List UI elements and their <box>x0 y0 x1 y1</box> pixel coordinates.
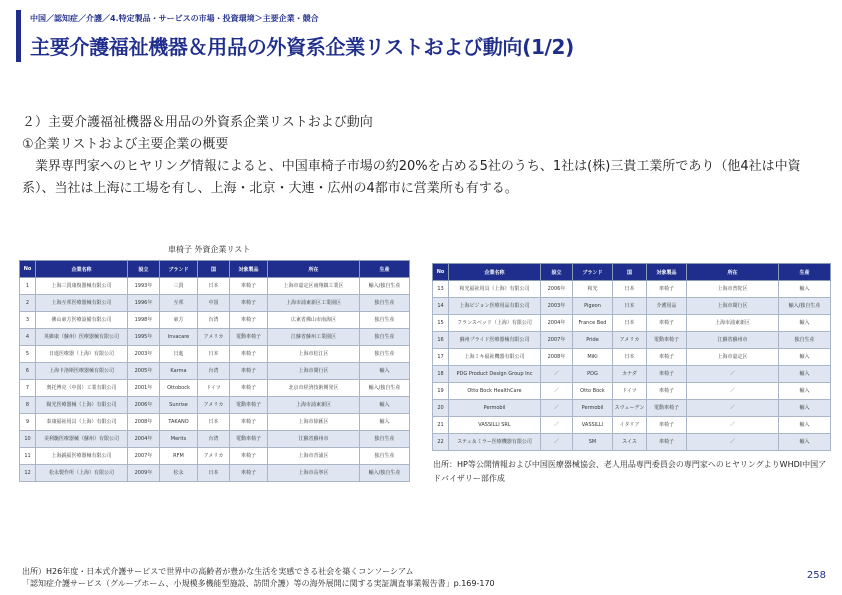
table-header-row <box>20 261 410 278</box>
table-cell: 16 <box>433 332 449 349</box>
column-header: 国 <box>198 261 230 278</box>
table-cell: 車椅子 <box>230 465 268 482</box>
column-header: 企業名称 <box>449 264 541 281</box>
table-cell: 江蘇省蘇州市 <box>687 332 779 349</box>
column-header: ブランド <box>160 261 198 278</box>
wheelchair-company-table-left <box>19 260 410 482</box>
table-cell: ／ <box>687 417 779 434</box>
table-cell: 輸入 <box>779 434 831 451</box>
table-cell: 上海互邦医療器械有限公司 <box>36 295 128 312</box>
table-cell: アメリカ <box>198 397 230 414</box>
table-cell: 輸入/独自生産 <box>360 278 410 295</box>
table-cell: 車椅子 <box>230 380 268 397</box>
table-row <box>20 278 410 295</box>
table-cell: 独自生産 <box>360 295 410 312</box>
table-cell: 独自生産 <box>360 431 410 448</box>
table-cell: 12 <box>20 465 36 482</box>
table-cell: 車椅子 <box>647 281 687 298</box>
table-cell: ／ <box>541 400 573 417</box>
table-cell: ／ <box>687 400 779 417</box>
table-cell: 江蘇省蘇州工業園区 <box>268 329 360 346</box>
table-cell: 2009年 <box>128 465 160 482</box>
section-heading: ２）主要介護福祉機器＆用品の外資系企業リストおよび動向 <box>22 115 373 130</box>
table-cell: 輸入 <box>779 417 831 434</box>
table-cell: Karma <box>160 363 198 380</box>
table-cell: Ottobock <box>160 380 198 397</box>
table-cell: 2006年 <box>128 397 160 414</box>
table-cell: 美利馳医療器械（蘇州）有限公司 <box>36 431 128 448</box>
table-cell: 車椅子 <box>647 315 687 332</box>
table-cell: 互邦 <box>160 295 198 312</box>
table-cell: 奥托博克（中国）工業有限公司 <box>36 380 128 397</box>
page-number: 258 <box>806 570 826 581</box>
table-caption: 車椅子 外資企業リスト <box>168 245 251 254</box>
table-row <box>20 380 410 397</box>
table-cell: 上海卡洛斯医療器械有限公司 <box>36 363 128 380</box>
table-cell: 独自生産 <box>360 312 410 329</box>
body-text <box>22 112 822 200</box>
table-cell: 7 <box>20 380 36 397</box>
table-row <box>433 366 831 383</box>
table-cell: Otto Bock HealthCare <box>449 383 541 400</box>
table-cell: 17 <box>433 349 449 366</box>
table-cell: 車椅子 <box>647 434 687 451</box>
table-cell: 陽光医療器械（上海）有限公司 <box>36 397 128 414</box>
table-cell: 輸入 <box>360 363 410 380</box>
table-cell: スウェーデン <box>613 400 647 417</box>
table-cell: 三貴 <box>160 278 198 295</box>
column-header: 国 <box>613 264 647 281</box>
table-cell: 18 <box>433 366 449 383</box>
table-row <box>433 434 831 451</box>
table-cell: 車椅子 <box>647 366 687 383</box>
column-header: ブランド <box>573 264 613 281</box>
table-row <box>433 383 831 400</box>
table-cell: 上海市浦東新区 <box>268 397 360 414</box>
table-cell: 上海市浦東新区工業園区 <box>268 295 360 312</box>
table-row <box>20 465 410 482</box>
table-cell: 日進医療器（上海）有限公司 <box>36 346 128 363</box>
table-cell: 車椅子 <box>647 383 687 400</box>
table-row <box>20 414 410 431</box>
table-cell: 上海市徐匯区 <box>268 414 360 431</box>
column-header: 設立 <box>128 261 160 278</box>
table-cell: 電動車椅子 <box>230 431 268 448</box>
table-row <box>20 397 410 414</box>
column-header: 所在 <box>687 264 779 281</box>
table-cell: ステュ＆ミラー医療機器有限公司 <box>449 434 541 451</box>
table-cell: France Bed <box>573 315 613 332</box>
table-cell: 14 <box>433 298 449 315</box>
column-header: 対象製品 <box>230 261 268 278</box>
footer-source <box>22 566 495 590</box>
table-cell: 日本 <box>613 349 647 366</box>
table-cell: 2007年 <box>128 448 160 465</box>
table-cell: 上海市閔行区 <box>687 298 779 315</box>
table-cell: ドイツ <box>613 383 647 400</box>
table-cell: 英維康（蘇州）医療器械有限公司 <box>36 329 128 346</box>
table-row <box>433 315 831 332</box>
table-cell: 2 <box>20 295 36 312</box>
table-row <box>433 400 831 417</box>
table-cell: 台湾 <box>198 312 230 329</box>
table-cell: 台湾 <box>198 431 230 448</box>
table-row <box>433 417 831 434</box>
footer-source-line-2: 「認知症介護サービス（グループホーム、小規模多機能型施設、訪問介護）等の海外展開に関する実証調査事業報告書」p.169-170 <box>22 579 495 588</box>
table-cell: 東方 <box>160 312 198 329</box>
table-cell: 上海市閔行区 <box>268 363 360 380</box>
table-cell: 和光 <box>573 281 613 298</box>
column-header: 生産 <box>779 264 831 281</box>
table-cell: 15 <box>433 315 449 332</box>
table-cell: 上海市青浦区 <box>268 448 360 465</box>
table-source-note: 出所：HP等公開情報および中国医療器械協会、老人用品専門委員会の専門家へのヒヤリングよりWHDI中国アドバイザリー部作成 <box>433 460 827 483</box>
table-cell: 松永製作所（上海）有限公司 <box>36 465 128 482</box>
table-cell: 輸入 <box>779 383 831 400</box>
table-cell: Sunrise <box>160 397 198 414</box>
table-cell: 2006年 <box>541 281 573 298</box>
table-cell: 8 <box>20 397 36 414</box>
table-cell: 佛山東方医療設備有限公司 <box>36 312 128 329</box>
table-cell: 日本 <box>198 278 230 295</box>
title-accent-bar <box>16 10 21 62</box>
column-header: 企業名称 <box>36 261 128 278</box>
table-cell: TAKANO <box>160 414 198 431</box>
table-cell: 日進 <box>160 346 198 363</box>
table-cell: 上海市松江区 <box>268 346 360 363</box>
table-cell: 日本 <box>198 346 230 363</box>
wheelchair-company-table-right <box>432 263 831 451</box>
table-cell: 江蘇省蘇州市 <box>268 431 360 448</box>
table-cell: 2001年 <box>128 380 160 397</box>
table-cell: Pride <box>573 332 613 349</box>
table-cell: 電動車椅子 <box>647 400 687 417</box>
table-cell: ／ <box>541 417 573 434</box>
table-cell: カナダ <box>613 366 647 383</box>
table-cell: フランスベッド（上海）有限公司 <box>449 315 541 332</box>
breadcrumb: 中国／認知症／介護／4.特定製品・サービスの市場・投資環境＞主要企業・競合 <box>30 14 319 23</box>
table-cell: RFM <box>160 448 198 465</box>
table-cell: 車椅子 <box>230 414 268 431</box>
table-cell: スイス <box>613 434 647 451</box>
table-cell: 2003年 <box>541 298 573 315</box>
table-cell: PDG <box>573 366 613 383</box>
table-cell: 松永 <box>160 465 198 482</box>
table-cell: ／ <box>687 434 779 451</box>
table-cell: 電動車椅子 <box>230 329 268 346</box>
column-header: 設立 <box>541 264 573 281</box>
table-row <box>20 329 410 346</box>
table-cell: 上海ピジョン医療用品有限公司 <box>449 298 541 315</box>
table-cell: 20 <box>433 400 449 417</box>
table-cell: 北京市経済技術開発区 <box>268 380 360 397</box>
table-cell: 1995年 <box>128 329 160 346</box>
table-cell: 電動車椅子 <box>647 332 687 349</box>
table-cell: 1993年 <box>128 278 160 295</box>
table-cell: 輸入 <box>779 366 831 383</box>
table-cell: 上海市嘉定区 <box>687 349 779 366</box>
table-cell: 2005年 <box>128 363 160 380</box>
table-cell: 22 <box>433 434 449 451</box>
table-cell: 輸入/独自生産 <box>360 380 410 397</box>
table-cell: 2008年 <box>128 414 160 431</box>
table-cell: 上海市浦東新区 <box>687 315 779 332</box>
table-cell: 1998年 <box>128 312 160 329</box>
column-header: 対象製品 <box>647 264 687 281</box>
table-cell: 車椅子 <box>230 448 268 465</box>
table-cell: 21 <box>433 417 449 434</box>
table-cell: アメリカ <box>198 329 230 346</box>
table-cell: 輸入 <box>779 281 831 298</box>
column-header: No <box>20 261 36 278</box>
table-cell: 日本 <box>613 281 647 298</box>
table-cell: 日本 <box>198 465 230 482</box>
column-header: 生産 <box>360 261 410 278</box>
table-cell: ／ <box>541 366 573 383</box>
table-cell: 2004年 <box>128 431 160 448</box>
table-cell: Permobil <box>573 400 613 417</box>
table-cell: ／ <box>687 383 779 400</box>
table-row <box>433 332 831 349</box>
table-cell: 上海市普陀区 <box>687 281 779 298</box>
table-cell: アメリカ <box>613 332 647 349</box>
table-cell: 上海市嘉定区南翔鎮工業区 <box>268 278 360 295</box>
table-cell: 3 <box>20 312 36 329</box>
table-cell: 蘇州プライド医療器械有限公司 <box>449 332 541 349</box>
table-cell: 日本 <box>198 414 230 431</box>
table-row <box>433 349 831 366</box>
table-header-row <box>433 264 831 281</box>
table-cell: 5 <box>20 346 36 363</box>
table-cell: 車椅子 <box>230 346 268 363</box>
table-cell: 中国 <box>198 295 230 312</box>
table-cell: 輸入 <box>779 400 831 417</box>
table-cell: 9 <box>20 414 36 431</box>
table-cell: PDG Product Design Group Inc <box>449 366 541 383</box>
table-cell: 車椅子 <box>230 312 268 329</box>
table-cell: ドイツ <box>198 380 230 397</box>
table-row <box>20 295 410 312</box>
table-cell: 2003年 <box>128 346 160 363</box>
table-cell: Merits <box>160 431 198 448</box>
table-cell: 車椅子 <box>230 295 268 312</box>
table-cell: VASSILLI <box>573 417 613 434</box>
table-row <box>20 363 410 380</box>
table-cell: 輸入/独自生産 <box>779 298 831 315</box>
table-cell: Pigeon <box>573 298 613 315</box>
table-cell: Invacare <box>160 329 198 346</box>
subheading: ①企業リストおよび主要企業の概要 <box>22 137 229 152</box>
table-cell: 4 <box>20 329 36 346</box>
table-cell: 2004年 <box>541 315 573 332</box>
table-cell: 介護用品 <box>647 298 687 315</box>
table-row <box>20 312 410 329</box>
table-cell: アメリカ <box>198 448 230 465</box>
table-cell: 電動車椅子 <box>230 397 268 414</box>
table-cell: 上海三貴康復器械有限公司 <box>36 278 128 295</box>
table-cell: 11 <box>20 448 36 465</box>
table-cell: 2007年 <box>541 332 573 349</box>
table-cell: 車椅子 <box>647 349 687 366</box>
table-cell: 車椅子 <box>230 363 268 380</box>
table-cell: 19 <box>433 383 449 400</box>
table-cell: 13 <box>433 281 449 298</box>
table-cell: MiKi <box>573 349 613 366</box>
table-cell: 独自生産 <box>360 329 410 346</box>
table-cell: イタリア <box>613 417 647 434</box>
table-cell: 上海ミキ福祉機器有限公司 <box>449 349 541 366</box>
table-cell: 1996年 <box>128 295 160 312</box>
table-cell: 輸入 <box>779 349 831 366</box>
table-cell: 10 <box>20 431 36 448</box>
table-cell: 台湾 <box>198 363 230 380</box>
table-cell: 輸入 <box>360 397 410 414</box>
table-cell: 車椅子 <box>647 417 687 434</box>
table-cell: 上海市長寧区 <box>268 465 360 482</box>
table-cell: 輸入/独自生産 <box>360 465 410 482</box>
table-cell: 車椅子 <box>230 278 268 295</box>
table-row <box>433 298 831 315</box>
table-cell: 和光福祉用具（上海）有限公司 <box>449 281 541 298</box>
table-row <box>20 431 410 448</box>
table-row <box>433 281 831 298</box>
table-cell: VASSILLI SRL <box>449 417 541 434</box>
column-header: 所在 <box>268 261 360 278</box>
table-cell: SM <box>573 434 613 451</box>
table-cell: 上海鋭福医療器械有限公司 <box>36 448 128 465</box>
table-cell: ／ <box>541 383 573 400</box>
table-cell: 独自生産 <box>360 448 410 465</box>
table-row <box>20 346 410 363</box>
column-header: No <box>433 264 449 281</box>
page-title: 主要介護福祉機器＆用品の外資系企業リストおよび動向(1/2) <box>30 35 575 59</box>
table-cell: 広東省佛山市南海区 <box>268 312 360 329</box>
table-cell: 独自生産 <box>360 346 410 363</box>
table-cell: ／ <box>687 366 779 383</box>
footer-source-line-1: 出所）H26年度・日本式介護サービスで世界中の高齢者が豊かな生活を実感できる社会を築くコンソーシアム <box>22 567 414 576</box>
table-cell: 2008年 <box>541 349 573 366</box>
table-cell: 輸入 <box>779 315 831 332</box>
table-cell: 泰康福祉用具（上海）有限公司 <box>36 414 128 431</box>
table-cell: 1 <box>20 278 36 295</box>
body-paragraph: 業界専門家へのヒヤリング情報によると、中国車椅子市場の約20%を占める5社のうち、1社は(株)三貴工業所であり（他4社は中資系）、当社は上海に工場を有し、上海・北京・大連・広州の4都市に営業所も有する。 <box>22 159 801 196</box>
table-cell: Otto Bock <box>573 383 613 400</box>
table-cell: Permobil <box>449 400 541 417</box>
table-cell: 日本 <box>613 315 647 332</box>
table-cell: 独自生産 <box>779 332 831 349</box>
table-cell: 6 <box>20 363 36 380</box>
table-cell: 日本 <box>613 298 647 315</box>
table-cell: 輸入 <box>360 414 410 431</box>
table-cell: ／ <box>541 434 573 451</box>
table-row <box>20 448 410 465</box>
